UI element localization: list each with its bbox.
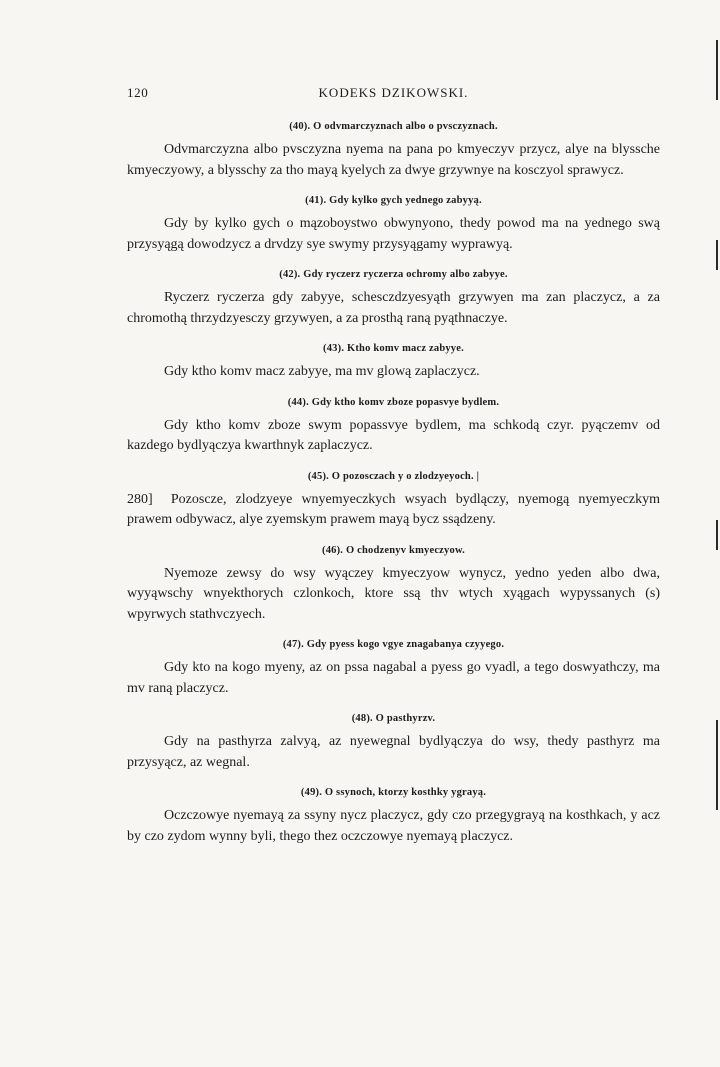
section-heading: (40). O odvmarczyznach albo o pvsczyznach. [289,121,498,132]
section-heading: (48). O pasthyrzv. [351,713,436,724]
page-header [127,85,660,107]
section-text: Pozoscze, zlodzyeye wnyemyeczkych wsyach bydlączy, nyemogą nyemyeczkym prawem odbywacz, alye zyemskym prawem mayą bycz ssądzeny. [127,491,660,527]
section-text: Gdy ktho komv zboze swym popassvye bydlem, ma schkodą czyr. pyączemv od kazdego bydlyączya kwarthnyk zaplaczycz. [127,417,660,453]
section-heading: (46). O chodzenyv kmyeczyow. [322,544,465,556]
section-heading: (43). Ktho komv macz zabyye. [323,343,464,354]
section-text: Odvmarczyzna albo pvsczyzna nyema na pana po kmyeczyv przycz, alye na blyssche kmyeczyowy, a blysschy za tho mayą kyelych za dwye grzywnye na kosczyol sprawycz. [127,142,660,178]
section-heading: (42). Gdy ryczerz ryczerza ochromy albo zabyye. [279,269,508,280]
section-text: Gdy kto na kogo myeny, az on pssa nagabal a pyess go vyadl, a tego doswyathczy, ma mv raną placzycz. [127,660,660,696]
section-text: Gdy ktho komv macz zabyye, ma mv glową zaplaczycz. [164,364,480,379]
section-heading: (41). Gdy kylko gych yednego zabyyą. [305,195,482,206]
scan-edge-mark [716,40,718,100]
section-heading: (47). Gdy pyess kogo vgye znagabanya czyyego. [282,639,505,650]
section-text: Oczczowye nyemayą za ssyny nycz placzycz, gdy czo przegygrayą na kosthkach, y acz by czo zydom wynny byli, thego thez oczczowye nyemayą placzycz. [127,808,660,844]
running-title: KODEKS DZIKOWSKI. [318,85,469,100]
scan-edge-mark [716,520,718,550]
book-page [127,85,660,847]
margin-note: 280] [127,491,153,507]
scan-edge-mark [716,240,718,270]
section-text-with-margin-note [127,490,660,531]
section-heading: (49). O ssynoch, ktorzy kosthky ygrayą. [300,787,487,798]
section-text: Nyemoze zewsy do wsy wyączey kmyeczyow wynycz, yedno yeden albo dwa, wyyąwschy wnyekthorych czlonkoch, ktore ssą thv wtych xyągach wypyssanych (s) wpyrwych stathvczyech. [127,565,660,622]
scan-edge-mark [716,720,718,810]
section-text: Ryczerz ryczerza gdy zabyye, schesczdzyesyąth grzywyen ma zan placzycz, a za chromothą thrzydzyesczy grzywyen, a za prosthą raną pyąthnaczye. [127,290,660,326]
page-number: 120 [127,85,149,100]
section-heading: (44). Gdy ktho komv zboze popasvye bydlem. [287,396,500,408]
section-heading: (45). O pozosczach y o zlodzyeyoch. | [307,470,480,482]
section-text: Gdy by kylko gych o mązoboystwo obwynyono, thedy powod ma na yednego swą przysyągą dowodzycz a drvdzy sye swymy przysyągamy wyprawyą. [127,216,660,252]
section-text: Gdy na pasthyrza zalvyą, az nyewegnal bydlyączya do wsy, thedy pasthyrz ma przysyącz, az wegnal. [127,734,660,770]
